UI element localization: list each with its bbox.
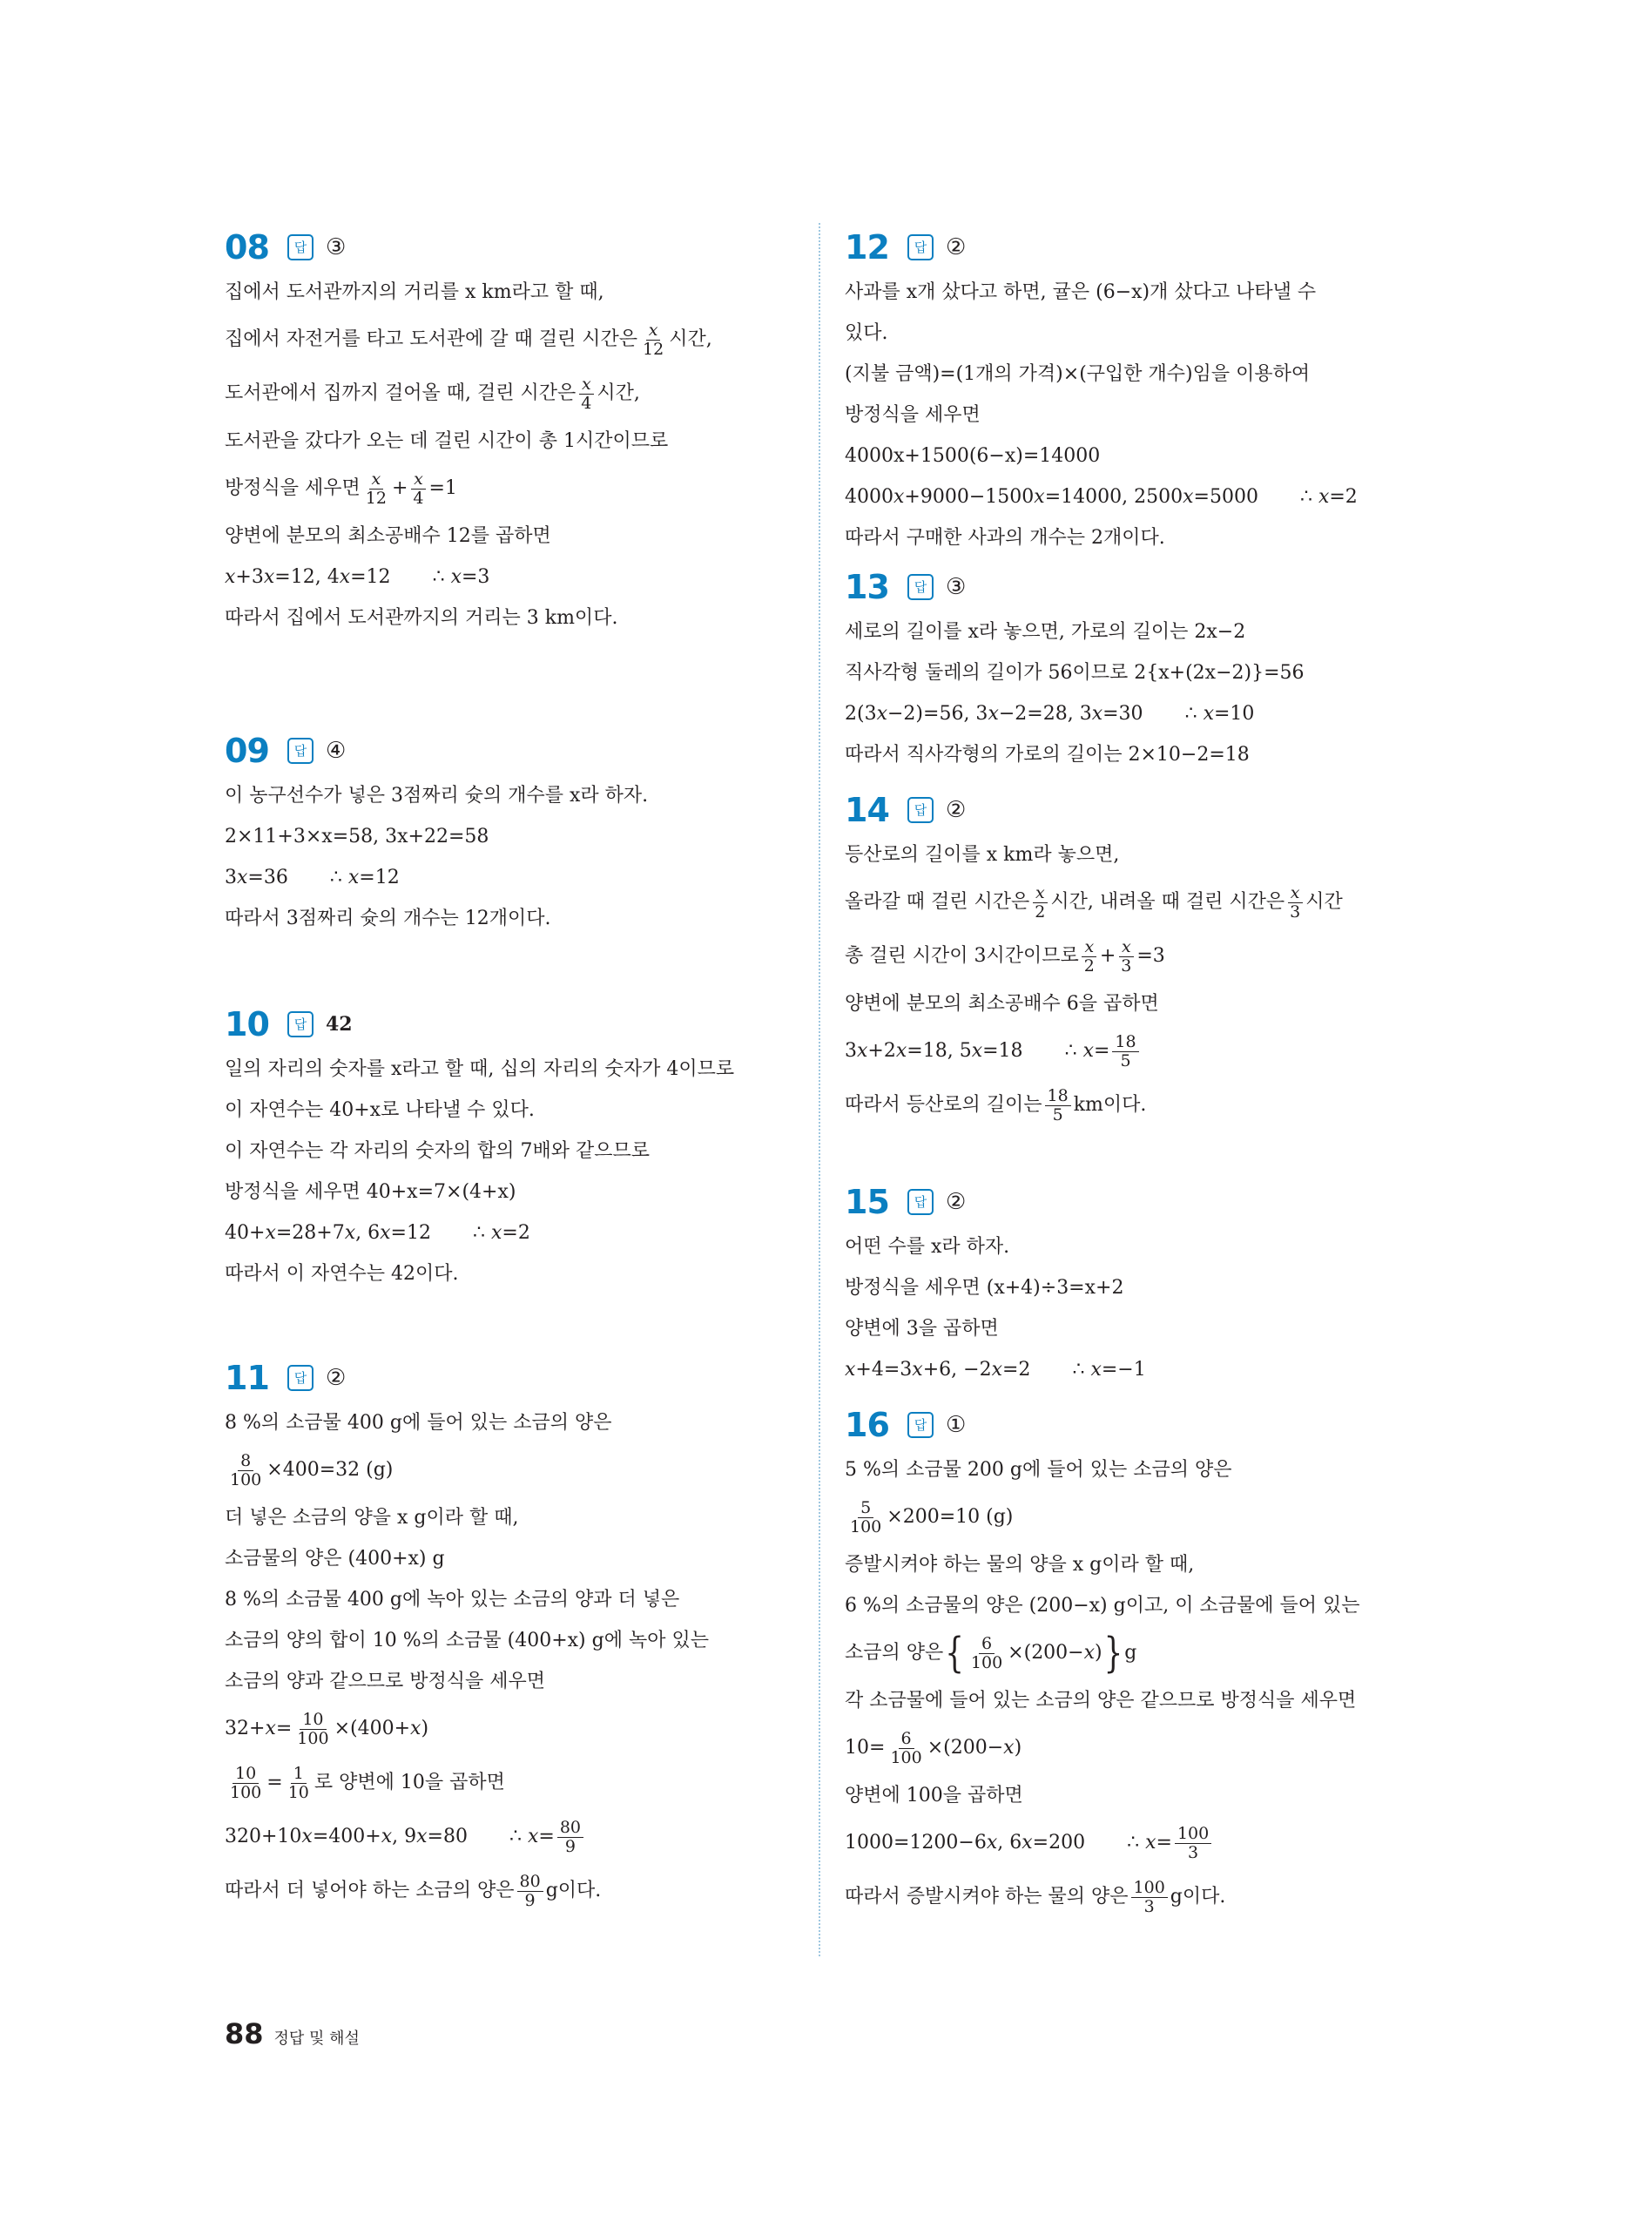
solution-line: 320+10x=400+x, 9x=80 ∴ x= $\frac{80}{9}$ [225, 1810, 791, 1864]
fraction: $\frac{18}{5}$ [1045, 1087, 1071, 1124]
problem-number: 13 [845, 568, 889, 606]
problem-number: 12 [845, 228, 889, 267]
solution-line: 방정식을 세우면 (x+4)÷3=x+2 [845, 1276, 1124, 1299]
problem-number: 09 [225, 732, 269, 770]
answer-badge: 답 [287, 738, 314, 764]
page-number: 88 [225, 2017, 264, 2050]
problem-10 [225, 1000, 791, 1294]
solution-line: 이 농구선수가 넣은 3점짜리 슛의 개수를 x라 하자. [225, 784, 649, 807]
solution-line: 이 자연수는 40+x로 나타낼 수 있다. [225, 1098, 535, 1121]
problem-number: 14 [845, 791, 889, 829]
footer-label: 정답 및 해설 [273, 2029, 360, 2048]
problem-number: 10 [225, 1005, 269, 1043]
problem-header [845, 1401, 1437, 1449]
problem-header [845, 786, 1437, 834]
problem-header [225, 726, 791, 775]
solution-line: 등산로의 길이를 x km라 놓으면, [845, 843, 1120, 866]
problem-15 [845, 1178, 1437, 1390]
answer-value: ③ [946, 574, 967, 600]
solution-line: 따라서 등산로의 길이는 $\frac{18}{5}$ km이다. [845, 1085, 1147, 1124]
solution-line: 10= $\frac{6}{100}$ ×(200−x) [845, 1728, 1022, 1767]
solution-line: 세로의 길이를 x라 놓으면, 가로의 길이는 2x−2 [845, 620, 1246, 643]
solution-line: 사과를 x개 샀다고 하면, 귤은 (6−x)개 샀다고 나타낼 수 [845, 280, 1317, 303]
solution-line: (지불 금액)=(1개의 가격)×(구입한 개수)임을 이용하여 [845, 362, 1311, 385]
answer-value: ① [946, 1412, 967, 1438]
solution-line: 2×11+3×x=58, 3x+22=58 [225, 825, 489, 848]
solution-line: 32+x= $\frac{10}{100}$ ×(400+x) [225, 1709, 429, 1748]
solution-line: $\frac{8}{100}$ ×400=32 (g) [225, 1443, 791, 1497]
solution-line: 6 %의 소금물의 양은 (200−x) g이고, 이 소금물에 들어 있는 [845, 1594, 1360, 1617]
solution-line: $\frac{10}{100}$ = $\frac{1}{10}$ 로 양변에 10을 곱하면 [225, 1756, 791, 1810]
fraction: $\frac{x}{3}$ [1118, 938, 1134, 976]
problem-header [225, 1000, 791, 1049]
problem-number: 08 [225, 228, 269, 267]
solution-line: 양변에 3을 곱하면 [845, 1317, 999, 1340]
solution-line: 8 %의 소금물 400 g에 들어 있는 소금의 양은 [225, 1411, 612, 1434]
problem-header [225, 223, 791, 272]
answer-value: ② [326, 1365, 347, 1391]
solution-line: 양변에 분모의 최소공배수 6을 곱하면 [845, 992, 1159, 1015]
solution-line: 소금물의 양은 (400+x) g [225, 1547, 445, 1570]
answer-badge: 답 [287, 1011, 314, 1037]
solution-line: 방정식을 세우면 40+x=7×(4+x) [225, 1180, 516, 1203]
problem-13 [845, 563, 1437, 775]
problem-header [845, 563, 1437, 611]
problem-number: 11 [225, 1359, 269, 1397]
fraction: $\frac{x}{4}$ [578, 375, 594, 413]
solution-line: 어떤 수를 x라 하자. [845, 1235, 1010, 1258]
problem-14 [845, 786, 1437, 1132]
answer-badge: 답 [907, 1189, 934, 1215]
solution-line: 일의 자리의 숫자를 x라고 할 때, 십의 자리의 숫자가 4이므로 [225, 1057, 735, 1080]
answer-value: ③ [326, 234, 347, 260]
answer-value: 42 [326, 1013, 353, 1036]
fraction: $\frac{1}{10}$ [287, 1763, 309, 1802]
problem-11 [225, 1354, 791, 1918]
solution-line: 따라서 3점짜리 슛의 개수는 12개이다. [225, 907, 551, 929]
solution-line: 따라서 구매한 사과의 개수는 2개이다. [845, 526, 1165, 549]
solution-line: 따라서 이 자연수는 42이다. [225, 1262, 459, 1285]
answer-value: ② [946, 797, 967, 823]
problem-header [845, 1178, 1437, 1226]
solution-line: 양변에 분모의 최소공배수 12를 곱하면 [225, 524, 551, 547]
fraction: $\frac{18}{5}$ [1112, 1033, 1138, 1070]
solution-line: 5 %의 소금물 200 g에 들어 있는 소금의 양은 [845, 1458, 1232, 1481]
fraction: $\frac{100}{3}$ [1131, 1879, 1168, 1916]
solution-line: 4000x+9000−1500x=14000, 2500x=5000 ∴ x=2 [845, 485, 1358, 508]
solution-line: x+4=3x+6, −2x=2 ∴ x=−1 [845, 1358, 1146, 1381]
solution-line: x+3x=12, 4x=12 ∴ x=3 [225, 565, 490, 588]
answer-badge: 답 [907, 1412, 934, 1438]
solution-line: 각 소금물에 들어 있는 소금의 양은 같으므로 방정식을 세우면 [845, 1689, 1357, 1712]
solution-line: 3x=36 ∴ x=12 [225, 866, 400, 888]
fraction: $\frac{5}{100}$ [850, 1497, 882, 1536]
solution-line: 2(3x−2)=56, 3x−2=28, 3x=30 ∴ x=10 [845, 702, 1255, 725]
solution-line: 3x+2x=18, 5x=18 ∴ x= $\frac{18}{5}$ [845, 1024, 1437, 1078]
answer-badge: 답 [907, 797, 934, 823]
solution-line: 따라서 더 넣어야 하는 소금의 양은 $\frac{80}{9}$ g이다. [225, 1871, 602, 1910]
solution-line: 도서관에서 집까지 걸어올 때, 걸린 시간은 $\frac{x}{4}$ 시간, [225, 374, 640, 413]
fraction: $\frac{x}{12}$ [643, 320, 664, 359]
solution-line: 따라서 직사각형의 가로의 길이는 2×10−2=18 [845, 743, 1250, 766]
answer-badge: 답 [907, 574, 934, 600]
solution-line: 따라서 집에서 도서관까지의 거리는 3 km이다. [225, 606, 618, 629]
solution-line: 올라갈 때 걸린 시간은 $\frac{x}{2}$ 시간, 내려올 때 걸린 시간은 $\frac{x}{3}$ 시간 [845, 882, 1343, 922]
solution-line: 소금의 양의 합이 10 %의 소금물 (400+x) g에 녹아 있는 [225, 1629, 709, 1651]
fraction: $\frac{80}{9}$ [517, 1873, 543, 1910]
solution-line: 집에서 자전거를 타고 도서관에 갈 때 걸린 시간은 $\frac{x}{12}$ 시간, [225, 320, 712, 359]
solution-line: 집에서 도서관까지의 거리를 x km라고 할 때, [225, 280, 604, 303]
fraction: $\frac{6}{100}$ [890, 1728, 922, 1767]
solution-line: 1000=1200−6x, 6x=200 ∴ x= $\frac{100}{3}$ [845, 1816, 1437, 1870]
answer-badge: 답 [287, 234, 314, 260]
problem-header [845, 223, 1437, 272]
problem-number: 16 [845, 1406, 889, 1444]
fraction: $\frac{100}{3}$ [1175, 1825, 1211, 1862]
solution-line: 도서관을 갔다가 오는 데 걸린 시간이 총 1시간이므로 [225, 429, 669, 452]
fraction: $\frac{6}{100}$ [970, 1633, 1003, 1672]
solution-line: 4000x+1500(6−x)=14000 [845, 444, 1101, 467]
answer-value: ④ [326, 738, 347, 764]
problem-09 [225, 726, 791, 939]
solution-line: 8 %의 소금물 400 g에 녹아 있는 소금의 양과 더 넣은 [225, 1588, 680, 1611]
fraction: $\frac{x}{2}$ [1032, 884, 1048, 922]
page-footer [225, 2017, 360, 2050]
solution-line: 따라서 증발시켜야 하는 물의 양은 $\frac{100}{3}$ g이다. [845, 1877, 1226, 1916]
problem-12 [845, 223, 1437, 558]
solution-line: 방정식을 세우면 [845, 403, 981, 426]
solution-line: 더 넣은 소금의 양을 x g이라 할 때, [225, 1506, 519, 1529]
answer-badge: 답 [287, 1365, 314, 1391]
solution-line: 직사각형 둘레의 길이가 56이므로 2{x+(2x−2)}=56 [845, 661, 1305, 684]
answer-badge: 답 [907, 234, 934, 260]
solution-line: $\frac{5}{100}$ ×200=10 (g) [845, 1490, 1437, 1544]
column-divider [819, 223, 820, 1956]
solution-line: 소금의 양은 { $\frac{6}{100}$ ×(200−x) } g [845, 1629, 1137, 1678]
fraction: $\frac{x}{12}$ [365, 469, 387, 508]
solution-line: 있다. [845, 321, 888, 344]
fraction: $\frac{10}{100}$ [230, 1763, 262, 1802]
problem-08 [225, 223, 791, 638]
solution-line: 소금의 양과 같으므로 방정식을 세우면 [225, 1670, 546, 1692]
fraction: $\frac{x}{2}$ [1082, 938, 1097, 976]
fraction: $\frac{10}{100}$ [297, 1709, 329, 1748]
solution-line: 증발시켜야 하는 물의 양을 x g이라 할 때, [845, 1553, 1195, 1576]
fraction: $\frac{80}{9}$ [557, 1819, 583, 1856]
problem-header [225, 1354, 791, 1402]
solution-line: 양변에 100을 곱하면 [845, 1784, 1023, 1806]
problem-number: 15 [845, 1183, 889, 1221]
fraction: $\frac{x}{3}$ [1287, 884, 1303, 922]
answer-value: ② [946, 234, 967, 260]
fraction: $\frac{8}{100}$ [230, 1450, 262, 1489]
problem-16 [845, 1401, 1437, 1924]
solution-line: 40+x=28+7x, 6x=12 ∴ x=2 [225, 1221, 530, 1244]
solution-line: 총 걸린 시간이 3시간이므로 $\frac{x}{2}$ + $\frac{x}{3}$ =3 [845, 936, 1165, 976]
answer-value: ② [946, 1189, 967, 1215]
solution-line: 방정식을 세우면 $\frac{x}{12}$ + $\frac{x}{4}$ =1 [225, 469, 457, 508]
fraction: $\frac{x}{4}$ [410, 470, 426, 508]
solution-line: 이 자연수는 각 자리의 숫자의 합의 7배와 같으므로 [225, 1139, 650, 1162]
